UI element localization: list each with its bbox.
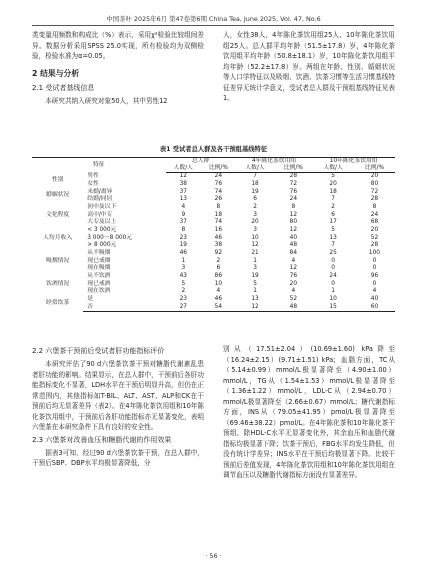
table-row <box>32 273 395 281</box>
table-cell: 100 <box>368 250 380 257</box>
blood-pressure-paragraph-start: 据表3可知，经过90 d六堡茶饮茶干预，在总人群中，干预后SBP、DBP水平均极显著降低，分 <box>32 448 204 467</box>
table-cell: 8 <box>291 203 296 210</box>
table-cell: 1 <box>331 288 335 295</box>
table-cell: 52 <box>289 296 298 303</box>
table-cell: 0 <box>331 265 335 272</box>
table-cell: 19 <box>179 242 187 249</box>
table-cell: 1 <box>253 288 257 295</box>
table-cell: 48 <box>289 242 298 249</box>
table-cell: 24 <box>329 273 337 280</box>
table-cell: 8 <box>181 226 186 233</box>
subsection-heading-2-1: 2.1 受试者基线信息 <box>32 83 95 92</box>
table-row <box>32 227 395 235</box>
stats-paragraph: 类变量用频数和构成比（%）表示，采用χ²检验比较组间差异。数据分析采用SPSS 25.0实现，所有检验均为双侧检验，检验水准为α=0.05。 <box>32 31 204 60</box>
table-cell: 7 <box>331 196 335 203</box>
right-column-bottom <box>223 344 395 481</box>
table-row-label: 高中/中专 <box>87 211 113 218</box>
table-header-feature: 特征 <box>32 158 166 173</box>
table-cell: 比例/% <box>201 165 236 173</box>
table-cell: 37 <box>179 219 187 226</box>
table-cell: 25 <box>329 250 337 257</box>
table-cell: 24 <box>370 211 379 218</box>
table-cell: 26 <box>214 196 223 203</box>
table-row <box>32 188 395 196</box>
subsection-heading-2-2: 2.2 六堡茶干预前后受试者肝功能指标评价 <box>32 347 165 355</box>
table-cell: 0 <box>331 280 335 287</box>
section-heading-results: 2 结果与分析 <box>32 68 80 78</box>
table-row-label: > 8 000元 <box>87 242 117 249</box>
table-cell: 3 <box>253 226 257 233</box>
table-cell: 74 <box>214 188 223 195</box>
table-cell: 60 <box>354 304 395 312</box>
table-header-group: 10年陈化茶饮用组 <box>312 158 395 166</box>
table-row-label: 是 <box>87 296 94 303</box>
table-cell: 72 <box>289 180 298 187</box>
table-cell: 10 <box>251 234 259 241</box>
table-cell: 0 <box>372 257 377 264</box>
table-cell: 13 <box>329 234 337 241</box>
table-cell: 24 <box>289 196 298 203</box>
table-row-label: 从不吸烟 <box>87 250 111 257</box>
table-header-group: 总人群 <box>166 158 236 166</box>
table-cell: 28 <box>289 173 298 180</box>
table-cell: 20 <box>370 173 379 180</box>
table-cell: 18 <box>214 211 223 218</box>
table-row <box>32 181 395 189</box>
table-cell: 5 <box>181 280 186 287</box>
table-row <box>32 173 395 181</box>
table-row <box>32 211 395 219</box>
table-cell: 3 <box>253 265 257 272</box>
table-cell: 12 <box>289 265 298 272</box>
table-cell: 20 <box>289 280 298 287</box>
table-cell: 0 <box>372 280 377 287</box>
table-cell: 21 <box>251 250 259 257</box>
table-cell: 74 <box>214 219 223 226</box>
table-group-label: 经常饮茶 <box>46 300 70 307</box>
table-cell: 10 <box>329 296 337 303</box>
table-cell: 6 <box>331 211 335 218</box>
table-row <box>32 288 395 296</box>
table-cell: 4 <box>372 288 377 295</box>
table-cell: 15 <box>312 304 354 312</box>
blood-pressure-paragraph-cont: 别从（17.51±2.04）(10.69±1.60) kPa降至（16.24±2.15）(9.71±1.51) kPa；血脂方面，TC从（5.14±0.99）mmol/L极显著降至（4.90±1.00）mmol/L，TG从（1.54±1.53）mmol/L极显著降至（1.36±1.22）mmol/L，LDL-C从（2.94±0.70）mmol/L极显著降至（2.66±0.67）mmol/L；糖代谢指标方面，INS从（79.05±41.95）pmol/L极显著降至（69.46±38.22）pmol/L。在4年陈化茶和10年陈化茶干预组，除HDL-C水平无显著变化外，其余血压和血脂代谢指标均极显著下降；饮茶干预后，FBG水平均发生降低，但没有统计学差异；INS水平在干预后均极显著下降。比较干预前后差值发现，4年陈化茶饮用组和10年陈化茶饮用组在调节血压以及糖脂代谢指标方面没有显著差异。 <box>223 345 395 479</box>
table-cell: 84 <box>289 250 298 257</box>
table-cell: 比例/% <box>354 165 395 173</box>
table-cell: 7 <box>331 242 335 249</box>
table-cell: 6 <box>253 196 257 203</box>
table-row <box>32 234 395 242</box>
table-cell: 46 <box>214 296 223 303</box>
table-cell: 92 <box>214 250 223 257</box>
table-cell: 5 <box>331 226 335 233</box>
table-group-label: 人均月收入 <box>43 234 73 241</box>
table-cell: 人数/人 <box>236 165 275 173</box>
table-group-label: 婚姻状况 <box>46 192 70 199</box>
table-cell: 52 <box>370 234 379 241</box>
table-cell: 96 <box>370 273 379 280</box>
baseline-table <box>32 157 395 312</box>
page-number: · 56 · <box>205 552 222 560</box>
table-cell: 23 <box>179 234 187 241</box>
table-cell: 20 <box>329 180 337 187</box>
table-cell: 46 <box>214 234 223 241</box>
table-row <box>32 219 395 227</box>
table-cell: 3 <box>253 211 257 218</box>
header-rule <box>32 25 394 26</box>
table-cell: 18 <box>329 188 337 195</box>
table-cell: 2 <box>253 203 257 210</box>
table-cell: 2 <box>331 203 335 210</box>
table-cell: 9 <box>181 211 186 218</box>
table-cell: 0 <box>331 257 335 264</box>
table-group-label: 性别 <box>51 177 64 183</box>
liver-function-paragraph: 本研究评估了90 d六堡茶饮茶干预对糖脂代谢紊乱患者肝功能的影响。结果显示，在总人群中，干预前后各肝功能指标变化不显著，LDH水平在干预后明显升高，但仍在正常范围内，其他指标如T-BIL、ALT、AST、ALP和CK在干预前后均无显著差异（表2）。在4年陈化茶饮用组和10年陈化茶饮用组中，干预前后各肝功能指标亦无显著变化，表明六堡茶在本研究条件下具有良好的安全性。 <box>32 360 204 431</box>
table-row <box>32 204 395 212</box>
table-row-label: 现已戒酒 <box>87 280 111 287</box>
table-cell: 18 <box>251 180 259 187</box>
table-cell: 54 <box>201 304 236 312</box>
table-cell: 6 <box>216 265 221 272</box>
table-cell: 76 <box>214 180 223 187</box>
table-row <box>32 304 395 312</box>
left-column-top <box>32 30 204 106</box>
table-cell: 比例/% <box>274 165 312 173</box>
table-cell: 13 <box>179 196 187 203</box>
table-cell: 2 <box>216 257 221 264</box>
table-cell: 4 <box>216 288 221 295</box>
table-cell: 80 <box>289 219 298 226</box>
table-cell: 68 <box>370 219 379 226</box>
table-row <box>32 196 395 204</box>
table-group-label: 文化程度 <box>46 211 70 218</box>
table-row-label: 从不饮酒 <box>87 273 111 280</box>
table-row-label: 现已戒烟 <box>87 257 111 264</box>
table-cell: 46 <box>179 250 187 257</box>
table-cell: 5 <box>331 173 335 180</box>
table-cell: 28 <box>370 196 379 203</box>
table-cell: 4 <box>291 257 296 264</box>
baseline-paragraph-cont: 人，女性38人，4年陈化茶饮用组25人、10年陈化茶饮用组25人。总人群平均年龄（51.5±17.8）岁，4年陈化茶饮用组平均年龄（50.8±18.1）岁，10年陈化茶饮用组平均年龄（52.2±17.8）岁。两组在年龄、性别、婚姻状况等人口学特征以及吸烟、饮酒、饮茶习惯等生活习惯基线特征差异无统计学意义，受试者总人群及干预组基线特征见表1。 <box>223 31 395 102</box>
table-cell: 20 <box>251 219 259 226</box>
table-cell: 12 <box>251 242 259 249</box>
table-cell: 人数/人 <box>166 165 201 173</box>
table-row <box>32 265 395 273</box>
table-cell: 48 <box>274 304 312 312</box>
table-cell: 5 <box>253 280 257 287</box>
table-row <box>32 296 395 304</box>
table-row-label: 现在吸烟 <box>87 265 111 272</box>
table-cell: 8 <box>372 203 377 210</box>
table-row-label: 3 000～8 000元 <box>87 234 133 241</box>
table-row-label: 现在饮酒 <box>87 288 111 295</box>
table-group-label: 吸烟情况 <box>46 257 70 264</box>
table-cell: 80 <box>370 180 379 187</box>
table-cell: 7 <box>253 173 257 180</box>
table-row-label: 结婚/同居 <box>87 196 113 203</box>
table-cell: 1 <box>181 257 186 264</box>
table-row-label: 男性 <box>87 173 99 180</box>
table-cell: 76 <box>289 188 298 195</box>
running-header: 中国茶叶 2025年6月 第47卷第6期 China Tea, June 2025, Vol. 47, No.6 <box>106 15 321 23</box>
table-cell: 86 <box>214 273 223 280</box>
table-row-label: 未婚/离异 <box>87 188 113 195</box>
table-row-label: 大专及以上 <box>87 219 117 226</box>
baseline-paragraph-start: 本研究共纳入研究对象50人，其中男性12 <box>45 96 168 105</box>
table-cell: 76 <box>289 273 298 280</box>
table-caption: 表1 受试者总人群及各干预组基线特征 <box>159 146 268 153</box>
table-cell: 28 <box>370 242 379 249</box>
table-row-label: < 3 000元 <box>87 226 117 233</box>
table-cell: 12 <box>289 226 298 233</box>
table-row <box>32 250 395 258</box>
table-cell: 38 <box>214 242 223 249</box>
table-cell: 12 <box>236 304 275 312</box>
table-cell: 16 <box>214 226 223 233</box>
table-header-group: 4年陈化茶饮用组 <box>236 158 313 166</box>
table-cell: 8 <box>216 203 221 210</box>
subsection-heading-2-3: 2.3 六堡茶对改善血压和糖脂代谢的作用效果 <box>32 435 172 444</box>
table-row-label: 否 <box>83 304 165 312</box>
table-cell: 40 <box>370 296 379 303</box>
table-cell: 13 <box>251 296 259 303</box>
left-column-bottom <box>32 344 204 469</box>
table-cell: 0 <box>372 265 377 272</box>
table-cell: 19 <box>251 188 259 195</box>
table-cell: 72 <box>370 188 379 195</box>
table-row-label: 初中及以下 <box>87 203 117 210</box>
table-cell: 1 <box>253 257 257 264</box>
table-cell: 40 <box>289 234 298 241</box>
table-cell: 27 <box>166 304 201 312</box>
table-cell: 人数/人 <box>312 165 354 173</box>
table-cell: 3 <box>181 265 186 272</box>
table-cell: 43 <box>179 273 187 280</box>
right-column-top <box>223 30 395 104</box>
table-cell: 23 <box>179 296 187 303</box>
table-cell: 19 <box>251 273 259 280</box>
table-group-label: 饮酒情况 <box>46 280 70 287</box>
table-cell: 2 <box>181 288 186 295</box>
table-cell: 38 <box>179 180 187 187</box>
table-cell: 4 <box>181 203 186 210</box>
table-cell: 12 <box>289 211 298 218</box>
table-cell: 20 <box>370 226 379 233</box>
table-row <box>32 242 395 250</box>
table-cell: 10 <box>214 280 223 287</box>
table-row-label: 女性 <box>87 180 99 187</box>
table-cell: 24 <box>214 173 223 180</box>
table-cell: 37 <box>179 188 187 195</box>
table-cell: 17 <box>329 219 337 226</box>
table-cell: 12 <box>179 173 187 180</box>
table-cell: 4 <box>291 288 296 295</box>
